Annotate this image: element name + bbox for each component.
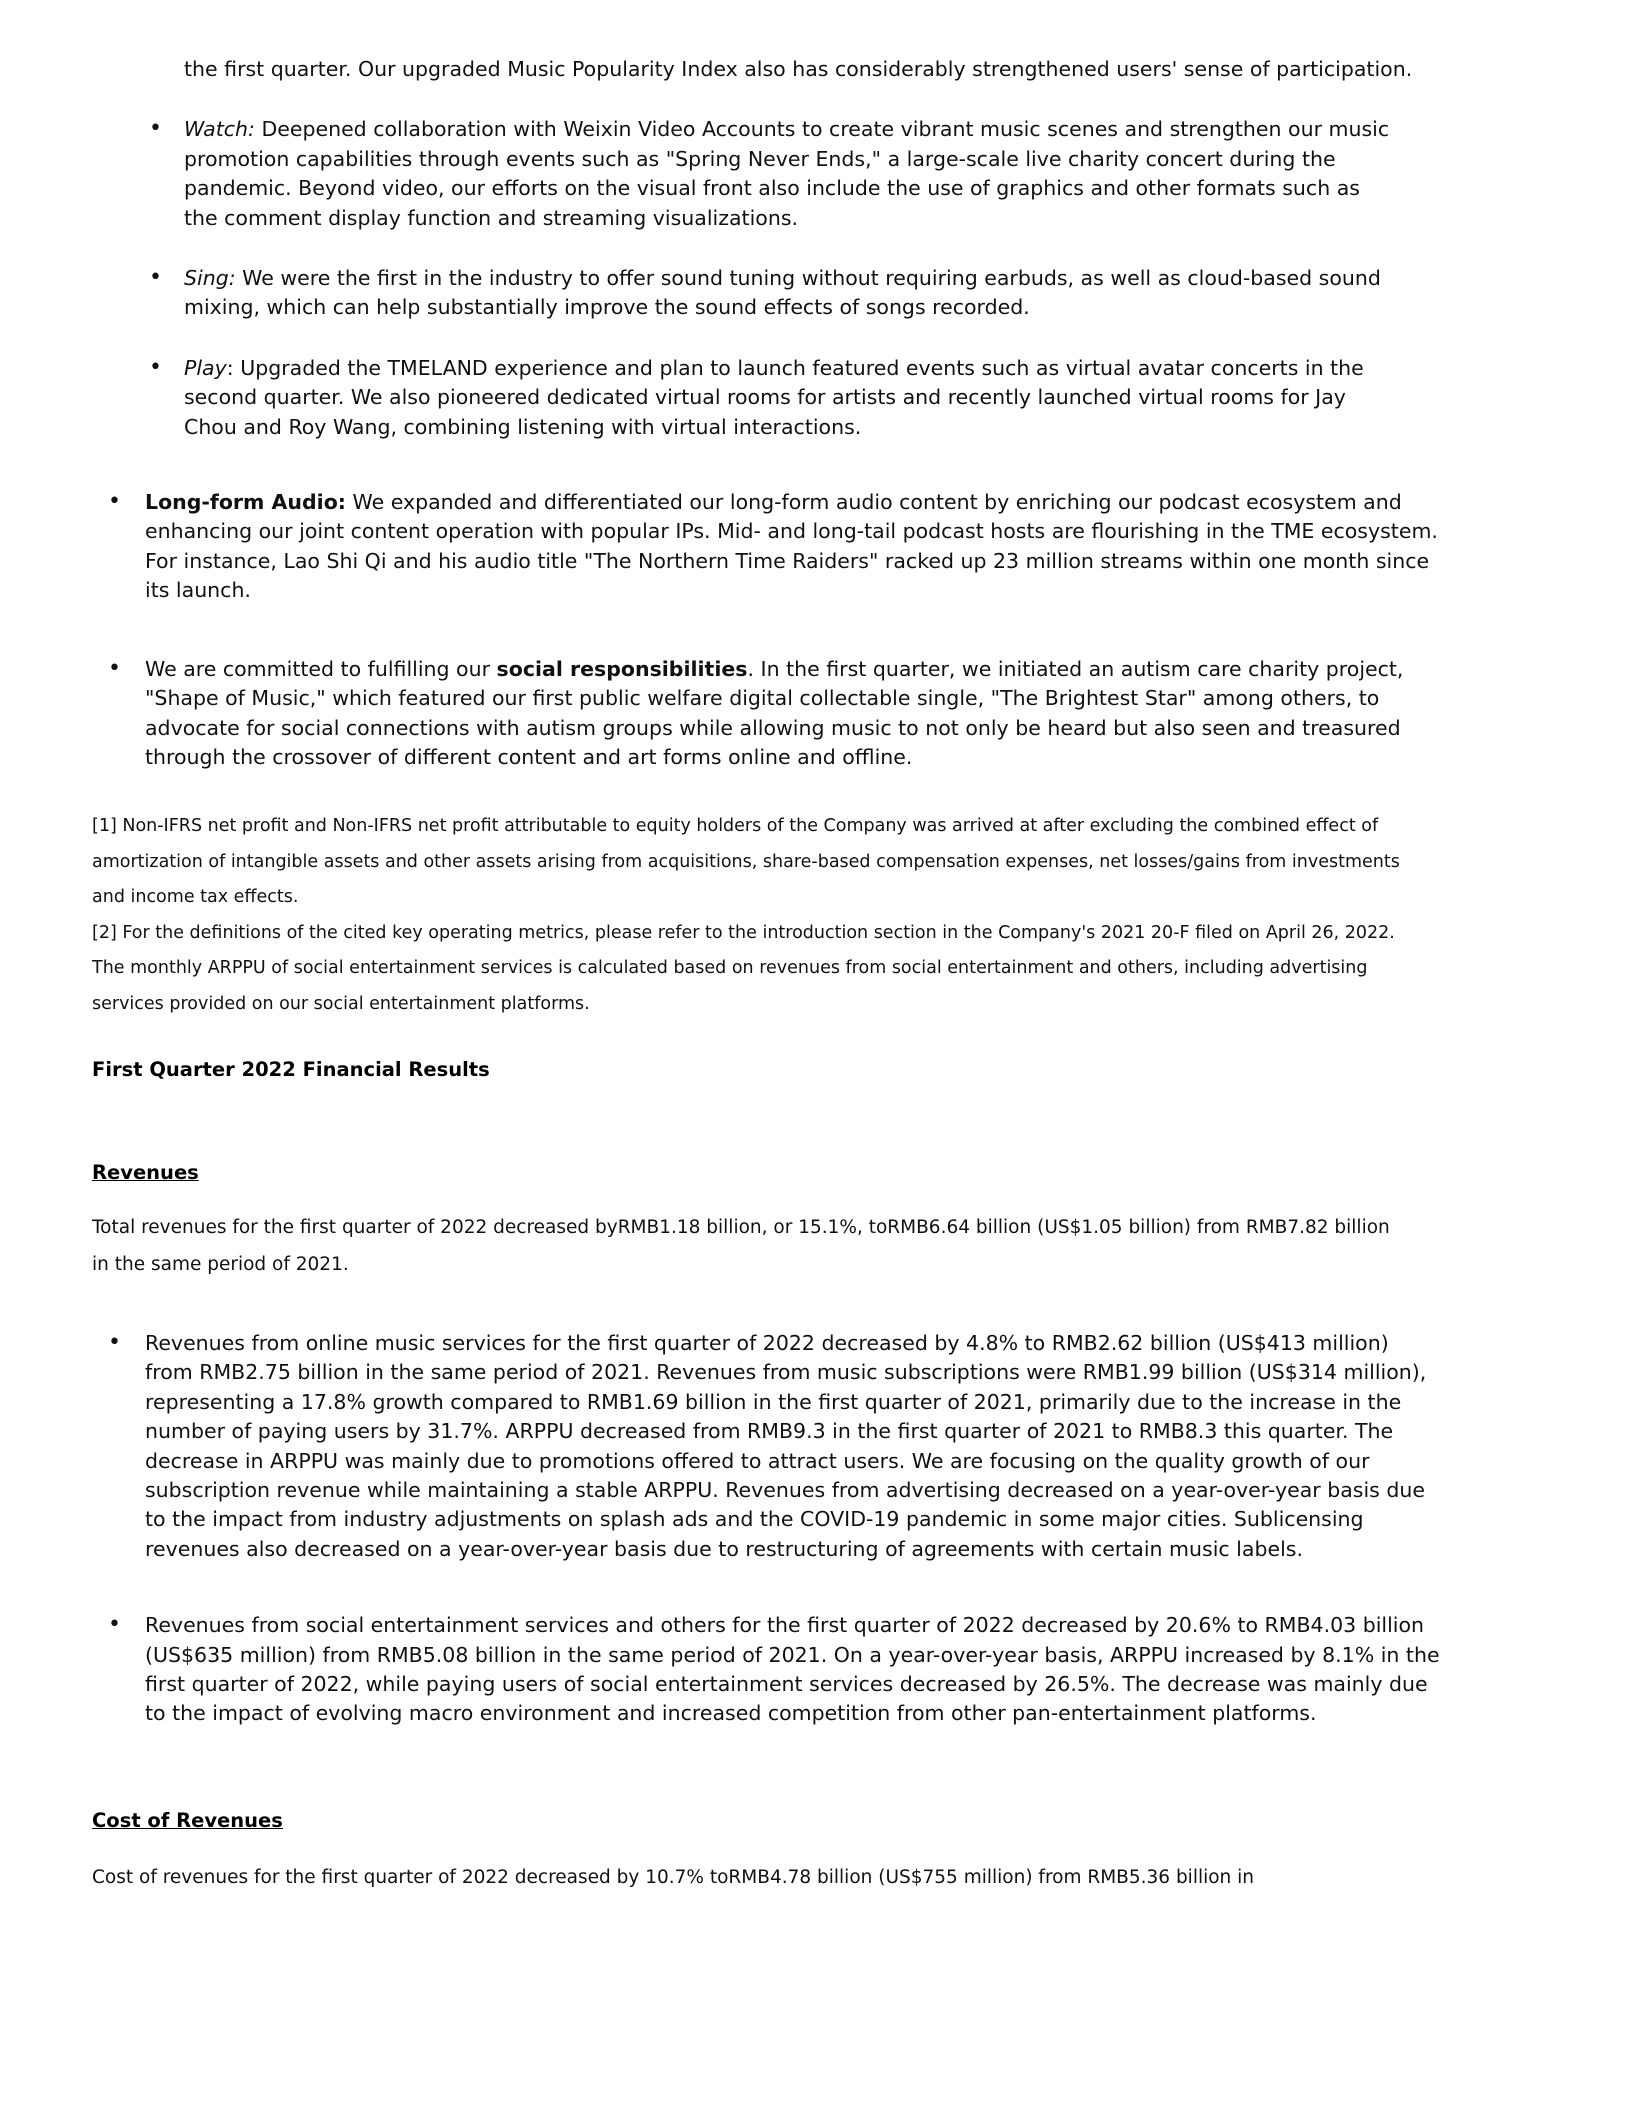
revenues-heading-wrap xyxy=(92,1122,1521,1187)
bullet-body-text: Deepened collaboration with Weixin Video Accounts to create vibrant music scenes and strengthen our music promotion capabilities through events such as "Spring Never Ends," a large-scale live charity concert during the pandemic. Beyond video, our efforts on the visual front also include the use of graphics and other formats such as the comment display function and streaming visualizations. xyxy=(184,117,1390,230)
bullet-body-text: : Upgraded the TMELAND experience and plan to launch featured events such as virtual avatar concerts in the second quarter. We also pioneered dedicated virtual rooms for artists and recently launched virtual rooms for Jay Chou and Roy Wang, combining listening with virtual interactions. xyxy=(184,355,1364,439)
section-heading-financial-results: First Quarter 2022 Financial Results xyxy=(92,1058,490,1082)
sub-bullet-list xyxy=(92,115,1397,442)
main-bullet-list xyxy=(92,488,1442,772)
bullet-lead-label: social responsibilities xyxy=(496,656,748,681)
list-item xyxy=(92,655,1442,773)
bullet-lead-label: Play xyxy=(184,355,227,380)
revenues-intro-paragraph: Total revenues for the first quarter of 2022 decreased byRMB1.18 billion, or 15.1%, toRMB6.64 billion (US$1.05 billion) from RMB7.82 billion in the same period of 2021. xyxy=(92,1216,1390,1275)
bullet-lead-label: Long-form Audio: xyxy=(145,490,346,515)
bullet-lead-label: Watch: xyxy=(184,117,255,142)
bullet-body-text: We expanded and differentiated our long-form audio content by enriching our podcast ecosystem and enhancing our joint content operation with popular IPs. Mid- and long-tail podcast hosts are flourishing in the TME ecosystem. For instance, Lao Shi Qi and his audio title "The Northern Time Raiders" racked up 23 million streams within one month since its launch. xyxy=(145,490,1438,603)
bullet-body-text: We were the first in the industry to offer sound tuning without requiring earbuds, as well as cloud-based sound mixing, which can help substantially improve the sound effects of songs recorded. xyxy=(184,266,1381,320)
footnote-1: [1] Non-IFRS net profit and Non-IFRS net profit attributable to equity holders of the Company was arrived at after excluding the combined effect of amortization of intangible assets and other assets arising from acquisitions, share-based compensation expenses, net losses/gains from investments and income tax effects. xyxy=(92,816,1400,908)
cost-of-revenues-heading-wrap xyxy=(92,1770,1521,1835)
list-item xyxy=(92,264,1397,323)
continuation-paragraph: the first quarter. Our upgraded Music Popularity Index also has considerably strengthened users' sense of participation. xyxy=(184,57,1413,81)
footnotes-block xyxy=(92,809,1402,1022)
subsection-heading-revenues: Revenues xyxy=(92,1160,199,1184)
revenues-bullet-list xyxy=(92,1329,1442,1729)
list-item: • Revenues from social entertainment services and others for the first quarter of 2022 decreased by 20.6% to RMB4.03 billion (US$635 million) from RMB5.08 billion in the same period of 2021. On a year-over-year basis, ARPPU increased by 8.1% in the first quarter of 2022, while paying users of social entertainment services decreased by 26.5%. The decrease was mainly due to the impact of evolving macro environment and increased competition from other pan-entertainment platforms. xyxy=(92,1611,1442,1729)
list-item xyxy=(92,115,1397,233)
list-item xyxy=(92,354,1397,442)
cost-of-revenues-paragraph: Cost of revenues for the first quarter of 2022 decreased by 10.7% toRMB4.78 billion (US$755 million) from RMB5.36 billion in xyxy=(92,1867,1255,1889)
bullet-pre-text: We are committed to fulfilling our xyxy=(145,656,497,681)
footnote-2: [2] For the definitions of the cited key operating metrics, please refer to the introduction section in the Company's 2021 20-F filed on April 26, 2022. The monthly ARPPU of social entertainment services is calculated based on revenues from social entertainment and others, including advertising services provided on our social entertainment platforms. xyxy=(92,922,1395,1014)
subsection-heading-cost-of-revenues: Cost of Revenues xyxy=(92,1808,283,1832)
list-item: • Revenues from online music services for the first quarter of 2022 decreased by 4.8% to RMB2.62 billion (US$413 million) from RMB2.75 billion in the same period of 2021. Revenues from music subscriptions were RMB1.99 billion (US$314 million), representing a 17.8% growth compared to RMB1.69 billion in the first quarter of 2021, primarily due to the increase in the number of paying users by 31.7%. ARPPU decreased from RMB9.3 in the first quarter of 2021 to RMB8.3 this quarter. The decrease in ARPPU was mainly due to promotions offered to attract users. We are focusing on the quality growth of our subscription revenue while maintaining a stable ARPPU. Revenues from advertising decreased on a year-over-year basis due to the impact from industry adjustments on splash ads and the COVID-19 pandemic in some major cities. Sublicensing revenues also decreased on a year-over-year basis due to restructuring of agreements with certain music labels. xyxy=(92,1329,1442,1564)
list-item xyxy=(92,488,1442,606)
bullet-lead-label: Sing: xyxy=(184,266,236,291)
bullet-body-text: . In the first quarter, we initiated an autism care charity project, "Shape of Music," which featured our first public welfare digital collectable single, "The Brightest Star" among others, to advocate for social connections with autism groups while allowing music to not only be heard but also seen and treasured through the crossover of different content and art forms online and offline. xyxy=(145,656,1404,769)
